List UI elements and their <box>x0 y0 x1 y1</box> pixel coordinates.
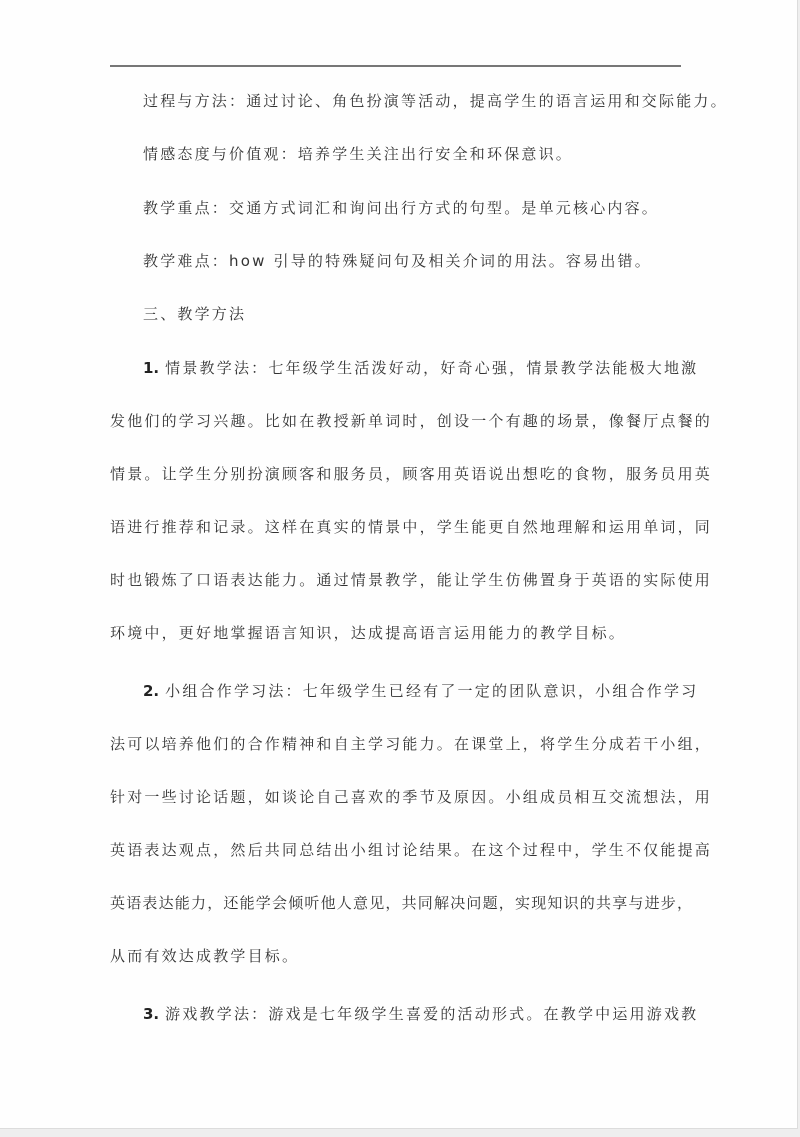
key-point: 教学重点：交通方式词汇和询问出行方式的句型。是单元核心内容。 <box>143 199 660 217</box>
method-2-line-5: 英语表达能力，还能学会倾听他人意见，共同解决问题，实现知识的共享与进步， <box>110 894 694 912</box>
objective-process-method: 过程与方法：通过讨论、角色扮演等活动，提高学生的语言运用和交际能力。 <box>143 92 728 110</box>
section-title: 三、教学方法 <box>143 305 247 323</box>
method-2-line-1 <box>143 680 698 701</box>
header-rule <box>110 65 681 67</box>
method-2-text: 小组合作学习法：七年级学生已经有了一定的团队意识，小组合作学习 <box>165 682 699 700</box>
method-2-line-4: 英语表达观点，然后共同总结出小组讨论结果。在这个过程中，学生不仅能提高 <box>110 841 713 859</box>
method-1-line-4: 语进行推荐和记录。这样在真实的情景中，学生能更自然地理解和运用单词，同 <box>110 518 713 536</box>
method-1-number: 1. <box>143 359 160 377</box>
objective-emotion-values: 情感态度与价值观：培养学生关注出行安全和环保意识。 <box>143 145 574 163</box>
method-1-line-1 <box>143 357 698 378</box>
difficult-point: 教学难点：how 引导的特殊疑问句及相关介词的用法。容易出错。 <box>143 252 652 270</box>
method-1-line-5: 时也锻炼了口语表达能力。通过情景教学，能让学生仿佛置身于英语的实际使用 <box>110 571 713 589</box>
method-1-text: 情景教学法：七年级学生活泼好动，好奇心强，情景教学法能极大地激 <box>165 359 699 377</box>
method-2-line-3: 针对一些讨论话题，如谈论自己喜欢的季节及原因。小组成员相互交流想法，用 <box>110 788 713 806</box>
method-2-line-2: 法可以培养他们的合作精神和自主学习能力。在课堂上，将学生分成若干小组， <box>110 735 713 753</box>
method-1-line-3: 情景。让学生分别扮演顾客和服务员，顾客用英语说出想吃的食物，服务员用英 <box>110 465 713 483</box>
method-1-line-2: 发他们的学习兴趣。比如在教授新单词时，创设一个有趣的场景，像餐厅点餐的 <box>110 412 713 430</box>
method-3-text: 游戏教学法：游戏是七年级学生喜爱的活动形式。在教学中运用游戏教 <box>165 1005 699 1023</box>
method-3-number: 3. <box>143 1005 160 1023</box>
method-2-number: 2. <box>143 682 160 700</box>
method-2-line-6: 从而有效达成教学目标。 <box>110 947 300 965</box>
method-1-line-6: 环境中，更好地掌握语言知识，达成提高语言运用能力的教学目标。 <box>110 624 627 642</box>
